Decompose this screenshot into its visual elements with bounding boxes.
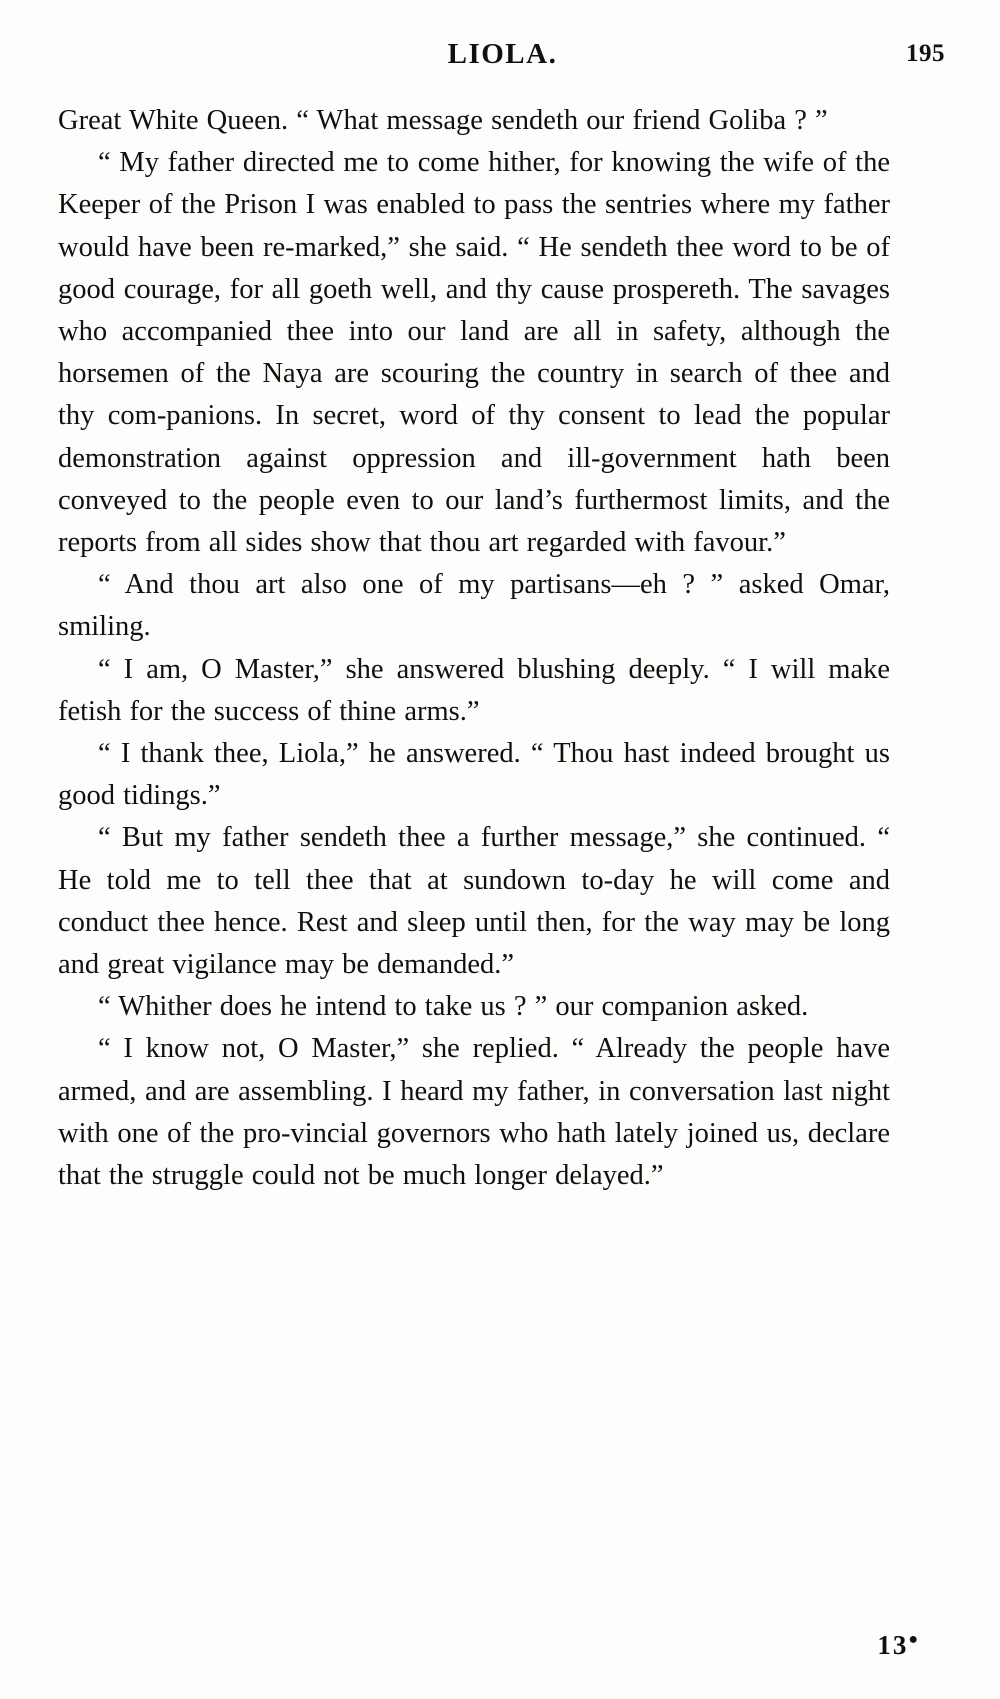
- page-header: [60, 38, 945, 78]
- signature-mark: [877, 1630, 920, 1661]
- running-title: LIOLA.: [447, 38, 558, 70]
- paragraph: “ But my father sendeth thee a further message,” she continued. “ He told me to tell thee that at sundown to-day he will come and conduct thee hence. Rest and sleep until then, for the way may be long and great vigilance may be demanded.”: [58, 822, 890, 981]
- paragraph: “ My father directed me to come hither, for knowing the wife of the Keeper of the Prison I was enabled to pass the sentries where my father would have been re-marked,” she said. “ He sendeth thee word to be of good courage, for all goeth well, and thy cause prospereth. The savages who accompanied thee into our land are all in safety, although the horsemen of the Naya are scouring the country in search of thee and thy com-panions. In secret, word of thy consent to lead the popular demonstration against oppression and ill-government hath been conveyed to the people even to our land’s furthermost limits, and the reports from all sides show that thou art regarded with favour.”: [58, 147, 890, 559]
- paragraph: “ I know not, O Master,” she replied. “ Already the people have armed, and are assembling. I heard my father, in conversation last night with one of the pro-vincial governors who hath lately joined us, declare that the struggle could not be much longer delayed.”: [58, 1033, 890, 1192]
- page-number: 195: [906, 40, 945, 67]
- paragraph: “ And thou art also one of my partisans—eh ? ” asked Omar, smiling.: [58, 569, 890, 643]
- signature-number: 13: [877, 1630, 909, 1660]
- paragraph: Great White Queen. “ What message sendeth our friend Goliba ? ”: [58, 105, 828, 136]
- paragraph: “ I am, O Master,” she answered blushing deeply. “ I will make fetish for the success of thine arms.”: [58, 653, 890, 727]
- paragraph: “ I thank thee, Liola,” he answered. “ Thou hast indeed brought us good tidings.”: [58, 738, 890, 812]
- body-text: [58, 100, 890, 1197]
- asterisk-icon: ●: [908, 1631, 920, 1648]
- paragraph: “ Whither does he intend to take us ? ” our companion asked.: [98, 991, 809, 1023]
